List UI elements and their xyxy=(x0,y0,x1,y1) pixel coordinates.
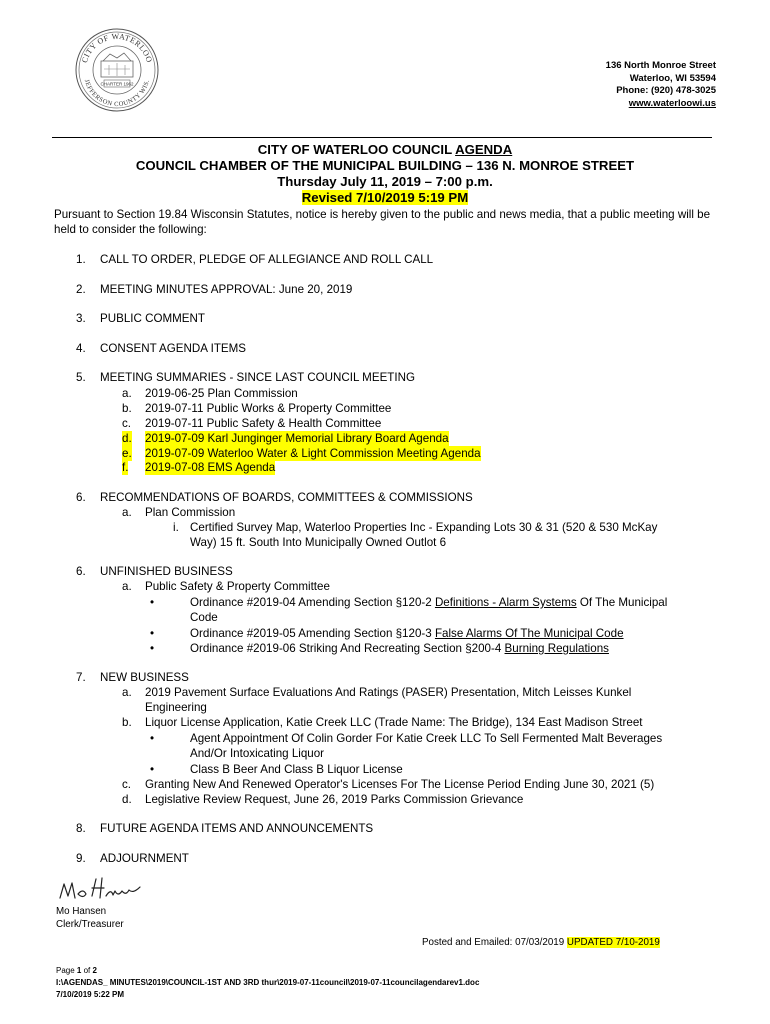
agent-appointment-line1: Agent Appointment Of Colin Gorder For Katie Creek LLC To Sell Fermented Malt Beverages xyxy=(190,732,663,745)
roman-numeral: i. xyxy=(173,521,179,534)
agenda-item-summaries: MEETING SUMMARIES - SINCE LAST COUNCIL MEETING xyxy=(100,371,416,384)
bullet-icon: • xyxy=(150,596,155,609)
website-link[interactable]: www.waterloowi.us xyxy=(628,97,716,109)
address-phone: Phone: (920) 478-3025 xyxy=(616,85,716,96)
sub-letter: a. xyxy=(122,580,132,593)
sub-letter: a. xyxy=(122,686,132,699)
sub-letter: c. xyxy=(122,417,132,430)
address-street: 136 North Monroe Street xyxy=(605,60,716,71)
agenda-title xyxy=(0,142,770,158)
agenda-item-consent: CONSENT AGENDA ITEMS xyxy=(100,342,247,355)
signatory-name: Mo Hansen xyxy=(56,906,107,917)
liquor-license-application: Liquor License Application, Katie Creek LLC (Trade Name: The Bridge), 134 East Madison Street xyxy=(145,716,643,729)
paser-presentation-line1: 2019 Pavement Surface Evaluations And Ratings (PASER) Presentation, Mitch Leisses Kunkel xyxy=(145,686,632,699)
signatory-title: Clerk/Treasurer xyxy=(56,918,124,930)
item-number: 6. xyxy=(76,491,86,504)
csm-item-line2: Way) 15 ft. South Into Municipally Owned Outlot 6 xyxy=(190,536,447,549)
posted-notice xyxy=(422,937,660,948)
posted-text: Posted and Emailed: 07/03/2019 xyxy=(422,937,567,948)
seal-center-text: CHARTER 1962 xyxy=(100,81,134,87)
agenda-item-call-to-order: CALL TO ORDER, PLEDGE OF ALLEGIANCE AND ROLL CALL xyxy=(100,253,434,266)
item-number: 1. xyxy=(76,253,86,266)
sub-letter: b. xyxy=(122,716,132,729)
sub-letter: a. xyxy=(122,387,132,400)
item-number: 2. xyxy=(76,283,86,296)
item-number: 3. xyxy=(76,312,86,325)
sub-letter: a. xyxy=(122,506,132,519)
ordinance-2019-06: Ordinance #2019-06 Striking And Recreating Section §200-4 Burning Regulations xyxy=(190,642,609,655)
bullet-icon: • xyxy=(150,627,155,640)
item-number: 7. xyxy=(76,671,86,684)
summary-water-light: 2019-07-09 Waterloo Water & Light Commission Meeting Agenda xyxy=(145,447,481,460)
file-path: I:\AGENDAS_ MINUTES\2019\COUNCIL-1ST AND 3RD thur\2019-07-11council\2019-07-11councilagendarev1.doc xyxy=(56,978,480,987)
item-number: 4. xyxy=(76,342,86,355)
sub-letter: e. xyxy=(122,447,132,460)
title-agenda-word: AGENDA xyxy=(455,142,513,157)
seal-text-bottom: JEFFERSON COUNTY WIS. xyxy=(82,78,152,109)
agenda-item-unfinished-business: UNFINISHED BUSINESS xyxy=(100,565,233,578)
address-city: Waterloo, WI 53594 xyxy=(629,72,716,84)
csm-item-line1: Certified Survey Map, Waterloo Properties Inc - Expanding Lots 30 & 31 (520 & 530 McKay xyxy=(190,521,658,534)
class-b-license: Class B Beer And Class B Liquor License xyxy=(190,763,403,776)
summary-public-works: 2019-07-11 Public Works & Property Committee xyxy=(145,402,392,415)
seal-text-top: CITY OF WATERLOO xyxy=(79,31,155,64)
bullet-icon: • xyxy=(150,642,155,655)
summary-public-safety: 2019-07-11 Public Safety & Health Committee xyxy=(145,417,382,430)
agenda-item-new-business: NEW BUSINESS xyxy=(100,671,189,684)
meeting-location: COUNCIL CHAMBER OF THE MUNICIPAL BUILDING – 136 N. MONROE STREET xyxy=(135,158,635,173)
sub-letter: f. xyxy=(122,461,129,474)
bullet-icon: • xyxy=(150,763,155,776)
legislative-review: Legislative Review Request, June 26, 2019 Parks Commission Grievance xyxy=(145,793,524,806)
item-number: 8. xyxy=(76,822,86,835)
agenda-item-public-comment: PUBLIC COMMENT xyxy=(100,312,205,325)
header-divider xyxy=(52,137,712,138)
item-number: 6. xyxy=(76,565,86,578)
city-seal-logo xyxy=(74,27,160,113)
print-timestamp: 7/10/2019 5:22 PM xyxy=(56,990,125,999)
letterhead-address xyxy=(606,60,716,110)
sub-letter: d. xyxy=(122,793,132,806)
sub-letter: c. xyxy=(122,778,132,791)
sub-letter: d. xyxy=(122,432,132,445)
revised-text: Revised 7/10/2019 5:19 PM xyxy=(301,190,469,205)
sub-letter: b. xyxy=(122,402,132,415)
page-footer xyxy=(56,965,479,1001)
agenda-item-recommendations: RECOMMENDATIONS OF BOARDS, COMMITTEES & COMMISSIONS xyxy=(100,491,473,504)
item-number: 5. xyxy=(76,371,86,384)
paser-presentation-line2: Engineering xyxy=(145,701,207,714)
agent-appointment-line2: And/Or Intoxicating Liquor xyxy=(190,747,325,760)
page-counter: Page 1 of 2 xyxy=(56,966,97,975)
public-safety-heading: Public Safety & Property Committee xyxy=(145,580,330,593)
plan-commission-heading: Plan Commission xyxy=(145,506,236,519)
summary-plan-commission: 2019-06-25 Plan Commission xyxy=(145,387,298,400)
handwritten-signature xyxy=(56,874,146,904)
summary-ems: 2019-07-08 EMS Agenda xyxy=(145,461,276,474)
svg-text:CITY OF WATERLOO xyxy=(80,32,154,64)
ordinance-2019-04-line2: Code xyxy=(190,611,218,624)
agenda-item-adjournment: ADJOURNMENT xyxy=(100,852,189,865)
operator-licenses: Granting New And Renewed Operator's Licenses For The License Period Ending June 30, 2021 (5) xyxy=(145,778,655,791)
ordinance-2019-04: Ordinance #2019-04 Amending Section §120-2 Definitions - Alarm Systems Of The Municipal xyxy=(190,596,668,609)
ordinance-2019-05: Ordinance #2019-05 Amending Section §120-3 False Alarms Of The Municipal Code xyxy=(190,627,624,640)
bullet-icon: • xyxy=(150,732,155,745)
title-prefix: CITY OF WATERLOO COUNCIL xyxy=(257,142,456,157)
posted-updated: UPDATED 7/10-2019 xyxy=(566,937,660,948)
intro-paragraph: Pursuant to Section 19.84 Wisconsin Statutes, notice is hereby given to the public and news media, that a public meeting will be held to consider the following: xyxy=(54,208,711,236)
summary-library-board: 2019-07-09 Karl Junginger Memorial Library Board Agenda xyxy=(145,432,449,445)
agenda-item-minutes: MEETING MINUTES APPROVAL: June 20, 2019 xyxy=(100,283,353,296)
revised-notice xyxy=(0,190,770,206)
meeting-date-time: Thursday July 11, 2019 – 7:00 p.m. xyxy=(277,174,493,189)
item-number: 9. xyxy=(76,852,86,865)
agenda-item-future: FUTURE AGENDA ITEMS AND ANNOUNCEMENTS xyxy=(100,822,374,835)
signatory-block xyxy=(56,906,124,931)
